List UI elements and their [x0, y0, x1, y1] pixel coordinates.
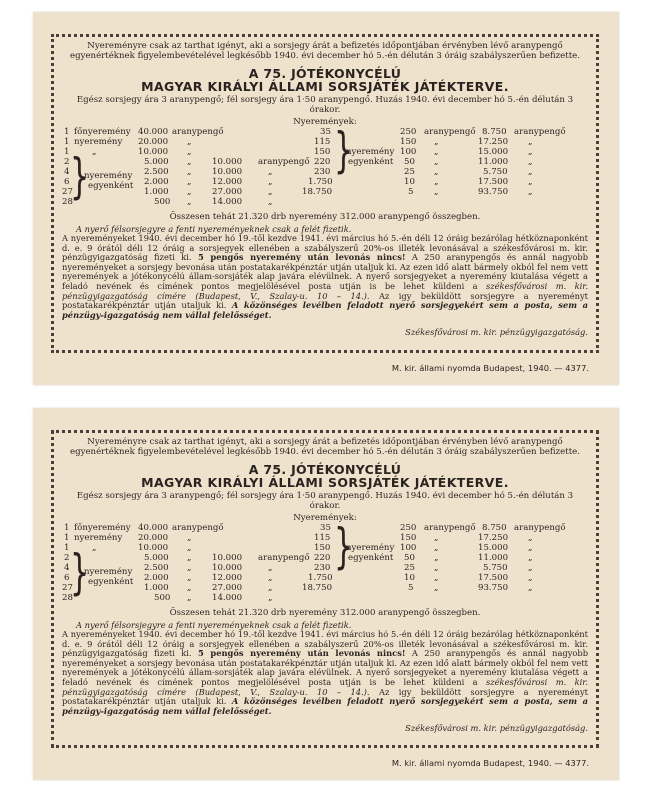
ditto: „ — [187, 177, 192, 187]
ditto: „ — [434, 137, 439, 147]
sum: 10.000 — [212, 563, 243, 573]
rules-italic: székesfővárosi m. kir. pénzügyigazgatóság címére (Budapest, V., Szalay-u. 10 – 14.). — [62, 676, 588, 697]
total: 8.750 — [482, 127, 507, 137]
count: 27 — [62, 187, 73, 197]
ditto: „ — [187, 167, 192, 177]
ditto: „ — [187, 553, 192, 563]
label: nyeremény — [74, 137, 123, 147]
count: 6 — [64, 573, 70, 583]
printer-imprint: M. kir. állami nyomda Budapest, 1940. — 4377. — [391, 363, 589, 373]
amount: 10 — [404, 177, 415, 187]
sum: 12.000 — [212, 177, 243, 187]
amount: 2.500 — [144, 167, 169, 177]
amount: 40.000 — [138, 523, 169, 533]
printer-imprint: M. kir. állami nyomda Budapest, 1940. — 4377. — [391, 758, 589, 768]
amount: 5 — [408, 583, 414, 593]
total: 15.000 — [478, 543, 509, 553]
ditto: „ — [187, 187, 192, 197]
count: 1.750 — [308, 177, 333, 187]
amount: 100 — [400, 543, 417, 553]
count: 2 — [64, 553, 70, 563]
label: „ — [92, 147, 97, 157]
intro-text: Nyereményre csak az tarthat igényt, aki a sorsjegy árát a befizetés időpontjában érvényben lévő aranypengő egyenértéknek figyelembevételével legkésőbb 1940. évi december hó 5.-én délután 3 óráig szabályszerűen befizette. — [70, 437, 580, 457]
count: 230 — [314, 563, 331, 573]
sum: 14.000 — [212, 593, 243, 603]
brace: } — [70, 545, 90, 602]
amount-unit: aranypengő — [424, 127, 476, 137]
total: 5.750 — [483, 167, 508, 177]
amount: 2.500 — [144, 563, 169, 573]
ditto: „ — [434, 147, 439, 157]
count: 28 — [62, 593, 73, 603]
label: nyeremény — [74, 533, 123, 543]
title-line-1: A 75. JÓTÉKONYCÉLÚ — [248, 462, 402, 477]
brace: } — [334, 123, 354, 180]
count: 230 — [314, 167, 331, 177]
amount: 25 — [404, 563, 415, 573]
sum: 27.000 — [212, 583, 243, 593]
amount: 10 — [404, 573, 415, 583]
count: 115 — [314, 137, 331, 147]
ditto: „ — [268, 167, 273, 177]
total: 11.000 — [478, 157, 509, 167]
signature: Székesfővárosi m. kir. pénzügyigazgatóság. — [405, 723, 588, 734]
rules-italic: székesfővárosi m. kir. pénzügyigazgatóság címére (Budapest, V., Szalay-u. 10 – 14.). — [62, 280, 588, 301]
payout-rules — [62, 234, 588, 320]
ditto: „ — [187, 147, 192, 157]
count: 220 — [314, 553, 331, 563]
amount: 50 — [404, 157, 415, 167]
group-label: egyenként — [348, 157, 394, 167]
sum: 10.000 — [212, 157, 243, 167]
amount: 250 — [400, 127, 417, 137]
ditto: „ — [528, 177, 533, 187]
ditto: „ — [434, 553, 439, 563]
ditto: „ — [434, 167, 439, 177]
ditto: „ — [268, 197, 273, 207]
ditto: „ — [528, 553, 533, 563]
sum: 27.000 — [212, 187, 243, 197]
amount-unit: aranypengő — [172, 523, 224, 533]
amount: 25 — [404, 167, 415, 177]
ditto: „ — [434, 543, 439, 553]
total: 15.000 — [478, 147, 509, 157]
count: 27 — [62, 583, 73, 593]
count: 1 — [64, 523, 70, 533]
ditto: „ — [268, 593, 273, 603]
amount: 10.000 — [138, 543, 169, 553]
count: 1 — [64, 147, 70, 157]
rules-text-1: A nyereményeket 1940. évi december hó 19.-től kezdve 1941. évi március hó 5.-én déli 12 óráig bezárólag hétköznaponként d. e. 9 órától déli 12 óráig a sorsjegyek ellenében a szabályszerű 20%-os illeték levonásával a székesfővárosi m. kir. pénzügyigazgatóság fizeti ki. — [62, 629, 588, 659]
amount: 500 — [154, 197, 171, 207]
count: 4 — [64, 167, 70, 177]
ditto: „ — [268, 563, 273, 573]
ditto: „ — [187, 593, 192, 603]
ditto: „ — [528, 573, 533, 583]
sum: 10.000 — [212, 167, 243, 177]
ditto: „ — [528, 533, 533, 543]
rules-text-2: A 250 aranypengős és annál nagyobb nyereményeket a sorsjegy bevonása után postatakarékpénztár utján utaljuk ki. Az ezen idő alatt bármely okból fel nem vett nyeremények a jótékonycélú állam-sorsjáték alap javára elévülnek. A nyerő sorsjegyeket a nyeremény kiutalása végett a feladó nevének és címének pontos megjelölésével posta utján is be lehet küldeni a — [62, 252, 589, 291]
amount: 40.000 — [138, 127, 169, 137]
count: 220 — [314, 157, 331, 167]
ditto: „ — [434, 187, 439, 197]
price-line: Egész sorsjegy ára 3 aranypengő; fél sorsjegy ára 1·50 aranypengő. Huzás 1940. évi december hó 5.-én délután 3 órakor. — [76, 491, 574, 511]
ditto: „ — [528, 167, 533, 177]
amount: 20.000 — [138, 533, 169, 543]
count: 18.750 — [302, 187, 333, 197]
ditto: „ — [187, 543, 192, 553]
amount: 2.000 — [144, 177, 169, 187]
count: 35 — [320, 127, 331, 137]
label: főnyeremény — [74, 127, 131, 137]
half-ticket-note: A nyerő félsorsjegyre a fenti nyereményeknek csak a felét fizetik. — [76, 224, 352, 234]
ditto: „ — [187, 563, 192, 573]
ditto: „ — [528, 543, 533, 553]
amount: 50 — [404, 553, 415, 563]
amount: 5.000 — [144, 157, 169, 167]
total-line: Összesen tehát 21.320 drb nyeremény 312.000 aranypengő összegben. — [169, 608, 481, 618]
total: 11.000 — [478, 553, 509, 563]
total: 17.500 — [478, 573, 509, 583]
count: 35 — [320, 523, 331, 533]
ditto: „ — [187, 137, 192, 147]
count: 28 — [62, 197, 73, 207]
count: 1 — [64, 543, 70, 553]
sum: 12.000 — [212, 573, 243, 583]
amount: 150 — [400, 137, 417, 147]
count: 1 — [64, 533, 70, 543]
count: 2 — [64, 157, 70, 167]
label: „ — [92, 543, 97, 553]
brace: } — [70, 149, 90, 206]
sum: 14.000 — [212, 197, 243, 207]
ditto: „ — [528, 563, 533, 573]
total: 17.500 — [478, 177, 509, 187]
count: 1 — [64, 127, 70, 137]
count: 150 — [314, 147, 331, 157]
sum: 10.000 — [212, 553, 243, 563]
rules-bold: 5 pengős nyeremény után levonás nincs! — [197, 648, 406, 659]
amount: 5 — [408, 187, 414, 197]
total-unit: aranypengő — [514, 523, 566, 533]
ditto: „ — [268, 573, 273, 583]
total: 8.750 — [482, 523, 507, 533]
ditto: „ — [434, 583, 439, 593]
amount-unit: aranypengő — [172, 127, 224, 137]
count: 1.750 — [308, 573, 333, 583]
prize-table — [62, 123, 588, 212]
ditto: „ — [434, 563, 439, 573]
count: 1 — [64, 137, 70, 147]
total: 17.250 — [478, 137, 509, 147]
amount: 150 — [400, 533, 417, 543]
amount: 20.000 — [138, 137, 169, 147]
prizes-heading: Nyeremények: — [293, 513, 357, 523]
ditto: „ — [268, 187, 273, 197]
ditto: „ — [187, 583, 192, 593]
amount: 1.000 — [144, 187, 169, 197]
group-label: egyenként — [88, 181, 134, 191]
lottery-ticket-bottom — [33, 408, 619, 780]
rules-bold: 5 pengős nyeremény után levonás nincs! — [197, 252, 406, 263]
price-line: Egész sorsjegy ára 3 aranypengő; fél sorsjegy ára 1·50 aranypengő. Huzás 1940. évi december hó 5.-én délután 3 órakor. — [76, 95, 574, 115]
group-label: nyeremény — [346, 543, 395, 553]
ditto: „ — [528, 137, 533, 147]
count: 6 — [64, 177, 70, 187]
amount: 100 — [400, 147, 417, 157]
ditto: „ — [434, 533, 439, 543]
ditto: „ — [528, 187, 533, 197]
total: 93.750 — [478, 583, 509, 593]
sum-unit: aranypengő — [258, 157, 310, 167]
payout-rules — [62, 630, 588, 716]
count: 115 — [314, 533, 331, 543]
ditto: „ — [528, 147, 533, 157]
rules-liability: A közönséges levélben feladott nyerő sorsjegyekért sem a posta, sem a pénzügy-igazgatóság nem vállal felelősséget. — [62, 696, 589, 716]
ditto: „ — [434, 157, 439, 167]
amount: 250 — [400, 523, 417, 533]
ditto: „ — [268, 177, 273, 187]
ditto: „ — [528, 157, 533, 167]
intro-text: Nyereményre csak az tarthat igényt, aki a sorsjegy árát a befizetés időpontjában érvényben lévő aranypengő egyenértéknek figyelembevételével legkésőbb 1940. évi december hó 5.-én délután 3 óráig szabályszerűen befizette. — [70, 41, 580, 61]
ditto: „ — [187, 157, 192, 167]
dotted-border — [51, 430, 599, 748]
ditto: „ — [434, 573, 439, 583]
title-line-1: A 75. JÓTÉKONYCÉLÚ — [248, 66, 402, 81]
sum-unit: aranypengő — [258, 553, 310, 563]
group-label: egyenként — [348, 553, 394, 563]
total-line: Összesen tehát 21.320 drb nyeremény 312.000 aranypengő összegben. — [169, 212, 481, 222]
amount: 5.000 — [144, 553, 169, 563]
half-ticket-note: A nyerő félsorsjegyre a fenti nyereményeknek csak a felét fizetik. — [76, 620, 352, 630]
prize-table — [62, 519, 588, 608]
amount: 2.000 — [144, 573, 169, 583]
amount: 10.000 — [138, 147, 169, 157]
prizes-heading: Nyeremények: — [293, 117, 357, 127]
brace: } — [334, 519, 354, 576]
group-label: nyeremény — [346, 147, 395, 157]
rules-text-3: Az igy beküldött sorsjegyre a nyereményt postatakarékpénztár utján utaljuk ki. — [62, 290, 588, 311]
total: 5.750 — [483, 563, 508, 573]
ditto: „ — [187, 573, 192, 583]
group-label: egyenként — [88, 577, 134, 587]
signature: Székesfővárosi m. kir. pénzügyigazgatóság. — [405, 327, 588, 338]
count: 4 — [64, 563, 70, 573]
title-line-2: MAGYAR KIRÁLYI ÁLLAMI SORSJÁTÉK JÁTÉKTERVE. — [141, 79, 509, 94]
count: 18.750 — [302, 583, 333, 593]
ditto: „ — [187, 197, 192, 207]
ditto: „ — [528, 583, 533, 593]
dotted-border — [51, 34, 599, 353]
rules-text-1: A nyereményeket 1940. évi december hó 19.-től kezdve 1941. évi március hó 5.-én déli 12 óráig bezárólag hétköznaponként d. e. 9 órától déli 12 óráig a sorsjegyek ellenében a szabályszerű 20%-os illeték levonásával a székesfővárosi m. kir. pénzügyigazgatóság fizeti ki. — [62, 233, 588, 263]
amount: 1.000 — [144, 583, 169, 593]
total: 93.750 — [478, 187, 509, 197]
lottery-ticket-top — [33, 12, 619, 385]
rules-liability: A közönséges levélben feladott nyerő sorsjegyekért sem a posta, sem a pénzügy-igazgatóság nem vállal felelősséget. — [62, 300, 589, 320]
ditto: „ — [187, 533, 192, 543]
group-label: nyeremény — [84, 567, 133, 577]
amount-unit: aranypengő — [424, 523, 476, 533]
ditto: „ — [268, 583, 273, 593]
label: főnyeremény — [74, 523, 131, 533]
total-unit: aranypengő — [514, 127, 566, 137]
group-label: nyeremény — [84, 171, 133, 181]
ditto: „ — [434, 177, 439, 187]
amount: 500 — [154, 593, 171, 603]
title-line-2: MAGYAR KIRÁLYI ÁLLAMI SORSJÁTÉK JÁTÉKTERVE. — [141, 475, 509, 490]
rules-text-3: Az igy beküldött sorsjegyre a nyereményt postatakarékpénztár utján utaljuk ki. — [62, 686, 588, 707]
total: 17.250 — [478, 533, 509, 543]
rules-text-2: A 250 aranypengős és annál nagyobb nyereményeket a sorsjegy bevonása után postatakarékpénztár utján utaljuk ki. Az ezen idő alatt bármely okból fel nem vett nyeremények a jótékonycélú állam-sorsjáték alap javára elévülnek. A nyerő sorsjegyeket a nyeremény kiutalása végett a feladó nevének és címének pontos megjelölésével posta utján is be lehet küldeni a — [62, 648, 589, 687]
count: 150 — [314, 543, 331, 553]
